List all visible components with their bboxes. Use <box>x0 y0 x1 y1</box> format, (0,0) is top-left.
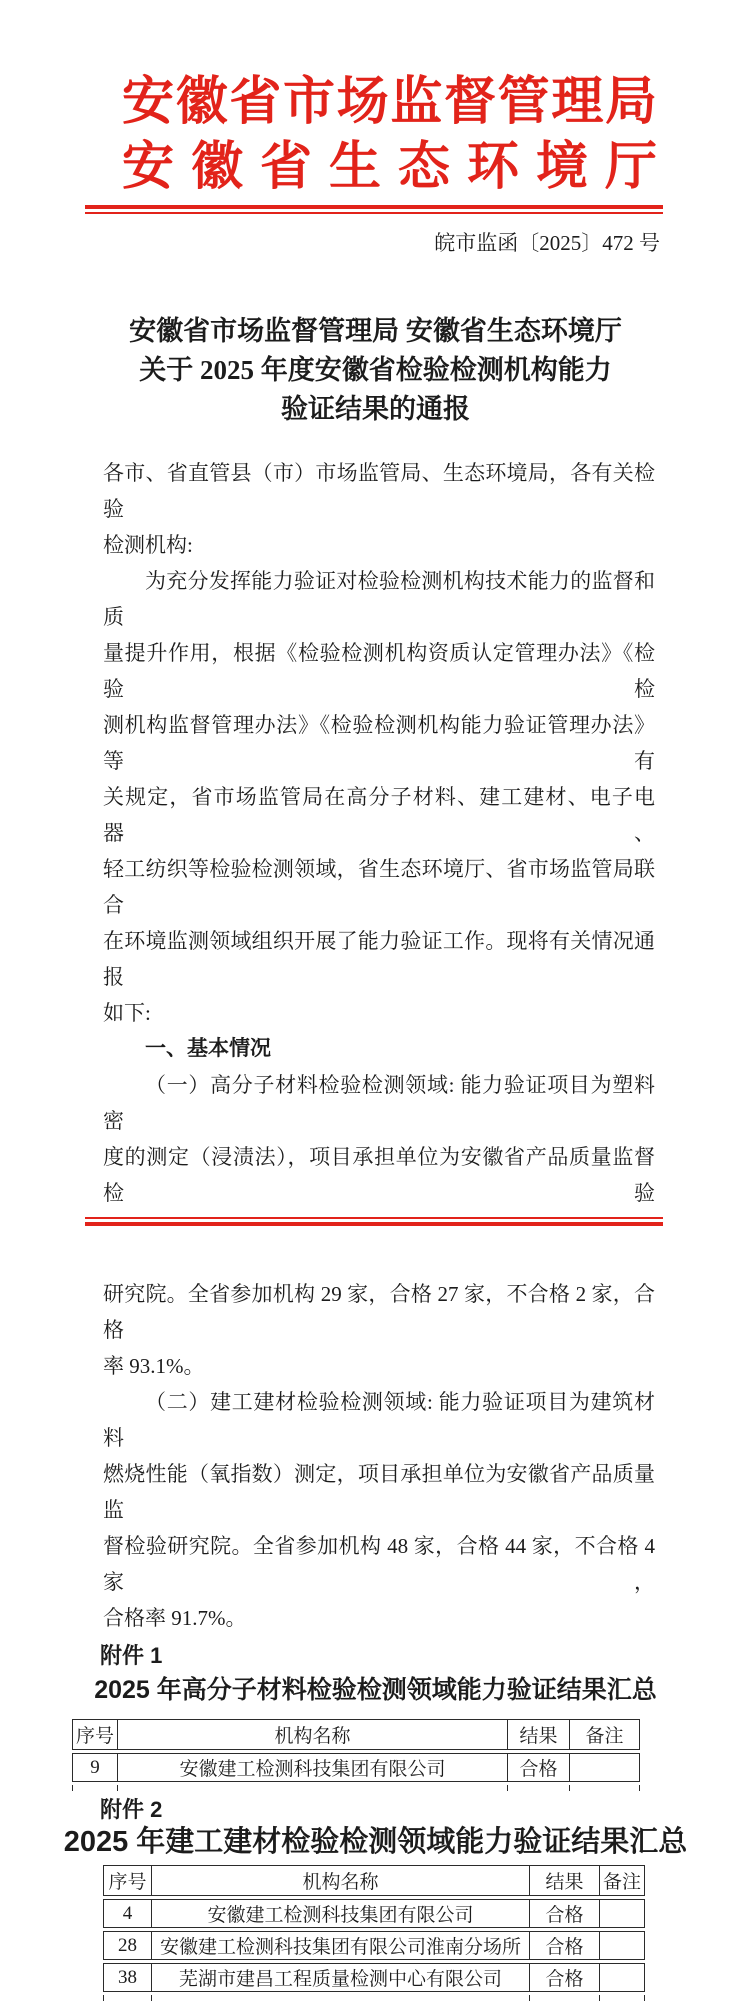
attachment1-table-title: 2025 年高分子材料检验检测领域能力验证结果汇总 <box>94 1676 657 1704</box>
table-row <box>72 1753 640 1782</box>
table-cell: 38 <box>103 1963 152 1992</box>
table-cell: 9 <box>72 1753 118 1782</box>
text-line: 督检验研究院。全省参加机构 48 家，合格 44 家，不合格 4 家， <box>103 1534 655 1594</box>
attachment1-label: 附件 1 <box>100 1643 163 1668</box>
document-title-line3: 验证结果的通报 <box>281 394 470 424</box>
table-row <box>103 1931 645 1960</box>
document-title-line2: 关于 2025 年度安徽省检验检测机构能力 <box>139 355 612 385</box>
text-line: 率 93.1%。 <box>103 1354 205 1378</box>
text-line: 关规定，省市场监管局在高分子材料、建工建材、电子电器、 <box>103 785 655 845</box>
document-number: 皖市监函〔2025〕472 号 <box>434 231 660 255</box>
letterhead-red-rule <box>85 205 663 214</box>
red-rule-thin <box>85 1217 663 1219</box>
body-page2 <box>103 1276 655 1636</box>
column-header: 序号 <box>103 1865 152 1896</box>
table-row <box>103 1899 645 1928</box>
column-header: 机构名称 <box>152 1865 530 1896</box>
org-name-line2: 安徽省生态环境厅 <box>122 139 657 196</box>
text-line: 一、基本情况 <box>145 1037 271 1060</box>
table-cell: 合格 <box>530 1899 600 1928</box>
table-cell: 安徽建工检测科技集团有限公司淮南分场所 <box>152 1931 530 1960</box>
table-cell: 4 <box>103 1899 152 1928</box>
red-rule-thick <box>85 1222 663 1226</box>
text-line: 为充分发挥能力验证对检验检测机构技术能力的监督和质 <box>103 569 655 629</box>
table-cell <box>570 1753 640 1782</box>
text-line: （一）高分子材料检验检测领域: 能力验证项目为塑料密 <box>103 1073 655 1133</box>
table-cell: 安徽建工检测科技集团有限公司 <box>118 1753 508 1782</box>
text-line: 测机构监督管理办法》《检验检测机构能力验证管理办法》等有 <box>103 713 655 773</box>
page-break-red-rule <box>85 1217 663 1226</box>
text-line: 各市、省直管县（市）市场监管局、生态环境局，各有关检验 <box>103 461 655 521</box>
table-continuation-stub <box>103 1995 645 2001</box>
table-cell <box>600 1963 645 1992</box>
text-line: 轻工纺织等检验检测领域，省生态环境厅、省市场监管局联合 <box>103 857 655 917</box>
column-header: 机构名称 <box>118 1719 508 1750</box>
table-cell: 芜湖市建昌工程质量检测中心有限公司 <box>152 1963 530 1992</box>
table-cell: 安徽建工检测科技集团有限公司 <box>152 1899 530 1928</box>
document-title-line1: 安徽省市场监督管理局 安徽省生态环境厅 <box>129 316 622 346</box>
table-cell <box>600 1899 645 1928</box>
attachment1-result-table <box>72 1716 640 1794</box>
table-row <box>103 1963 645 1992</box>
column-header: 备注 <box>600 1865 645 1896</box>
table-cell: 合格 <box>508 1753 570 1782</box>
table-cell: 合格 <box>530 1931 600 1960</box>
table-cell <box>600 1931 645 1960</box>
document-page <box>0 70 751 1990</box>
attachment2-table-title: 2025 年建工建材检验检测领域能力验证结果汇总 <box>63 1826 688 1858</box>
document-title <box>86 312 666 429</box>
column-header: 备注 <box>570 1719 640 1750</box>
column-header: 结果 <box>530 1865 600 1896</box>
text-line: 在环境监测领域组织开展了能力验证工作。现将有关情况通报 <box>103 929 655 989</box>
red-rule-thin <box>85 212 663 214</box>
table-cell: 28 <box>103 1931 152 1960</box>
table-cell: 合格 <box>530 1963 600 1992</box>
attachment2-label: 附件 2 <box>100 1797 163 1822</box>
body-page1 <box>103 455 655 1211</box>
letterhead <box>122 70 657 200</box>
text-line: 研究院。全省参加机构 29 家，合格 27 家，不合格 2 家，合格 <box>103 1282 655 1342</box>
attachment2-result-table <box>103 1862 645 2004</box>
table-header-row <box>103 1865 645 1896</box>
text-line: 量提升作用，根据《检验检测机构资质认定管理办法》《检验检 <box>103 641 655 701</box>
text-line: （二）建工建材检验检测领域: 能力验证项目为建筑材料 <box>103 1390 655 1450</box>
text-line: 度的测定（浸渍法），项目承担单位为安徽省产品质量监督检验 <box>103 1145 655 1205</box>
table-continuation-stub <box>72 1785 640 1791</box>
red-rule-thick <box>85 205 663 209</box>
text-line: 检测机构: <box>103 533 193 557</box>
table-header-row <box>72 1719 640 1750</box>
org-name-line1: 安徽省市场监督管理局 <box>122 74 657 131</box>
text-line: 燃烧性能（氧指数）测定，项目承担单位为安徽省产品质量监 <box>103 1462 655 1522</box>
column-header: 序号 <box>72 1719 118 1750</box>
text-line: 合格率 91.7%。 <box>103 1606 247 1630</box>
text-line: 如下: <box>103 1001 151 1025</box>
column-header: 结果 <box>508 1719 570 1750</box>
